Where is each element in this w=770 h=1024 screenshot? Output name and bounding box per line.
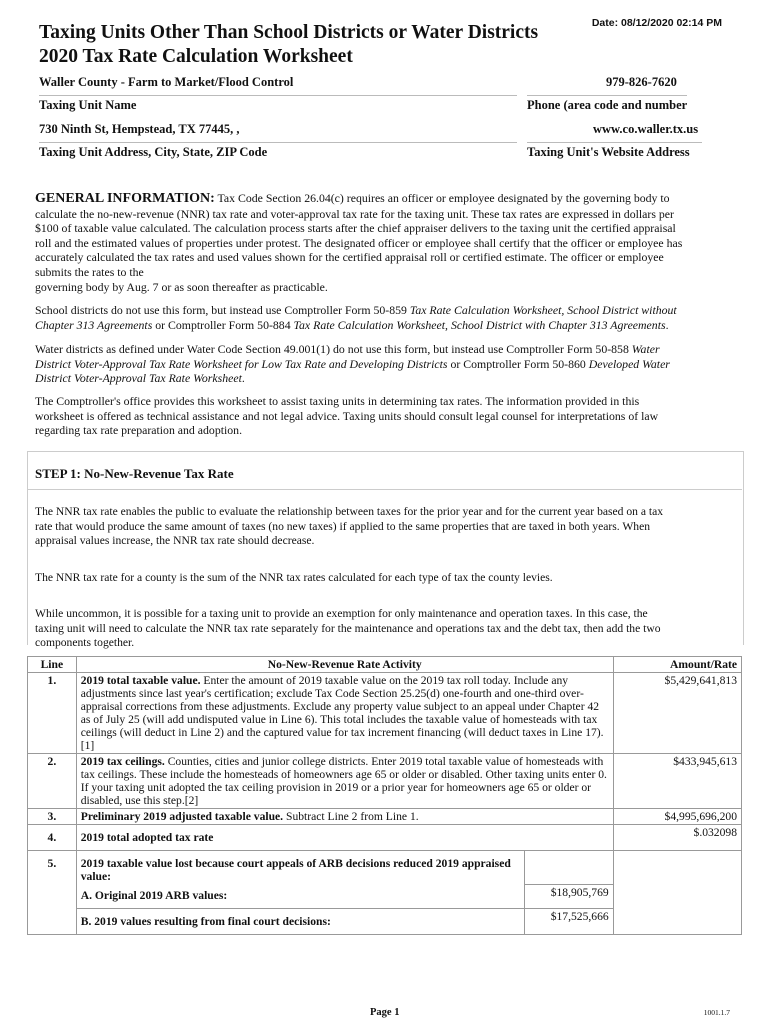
page-number: Page 1 xyxy=(370,1007,400,1018)
date-stamp: Date: 08/12/2020 02:14 PM xyxy=(591,17,722,29)
amount-cell[interactable]: $.032098 xyxy=(613,825,741,851)
title-line-1: Taxing Units Other Than School Districts or Water Districts xyxy=(39,22,539,43)
page-title xyxy=(39,21,538,69)
step1-paragraph-1: The NNR tax rate enables the public to evaluate the relationship between taxes for the prior year and for the current year based on a tax rate that would produce the same amount of taxes (no new taxes) if applied to the same properties that are taxed in both years. When appraisal values increase, the NNR tax rate should decrease. xyxy=(35,505,664,548)
amount-cell[interactable]: $433,945,613 xyxy=(613,754,741,809)
table-row: 1. 2019 total taxable value. Enter the amount of 2019 taxable value on the 2019 tax roll today. Include any adjustments since last year's certification; exclude Tax Code Section 25.25(d) one-fourth and one-third over-appraisal corrections from these adjustments. Exclude any property value subject to an appeal under Chapter 42 as of July 25 (will add undisputed value in Line 6). This total includes the taxable value of homesteads with tax ceilings (will deduct in Line 2) and the captured value for tax increment financing (will deduct taxes in Line 17).[1] $5,429,641,813 xyxy=(28,673,742,754)
sub-a-value[interactable]: $18,905,769 xyxy=(524,884,613,908)
table-header-row xyxy=(28,657,742,673)
table-row: 3. Preliminary 2019 adjusted taxable value. Subtract Line 2 from Line 1. $4,995,696,200 xyxy=(28,809,742,825)
col-header-amount: Amount/Rate xyxy=(613,657,741,673)
table-row: 5. 2019 taxable value lost because court appeals of ARB decisions reduced 2019 appraised value: xyxy=(28,851,742,885)
phone-rule xyxy=(527,95,687,96)
table-row: 2. 2019 tax ceilings. Counties, cities and junior college districts. Enter 2019 total taxable value of homesteads with tax ceilings. These include the homesteads of homeowners age 65 or older or disabled. Other taxing units enter 0. If your taxing unit adopted the tax ceiling provision in 2019 or a prior year for homeowners age 65 or older or disabled, use this step.[2] $433,945,613 xyxy=(28,754,742,809)
col-header-line: Line xyxy=(28,657,77,673)
amount-cell[interactable]: $4,995,696,200 xyxy=(613,809,741,825)
general-info-heading: GENERAL INFORMATION: xyxy=(35,191,215,206)
table-row: 4. 2019 total adopted tax rate $.032098 xyxy=(28,825,742,851)
address-label: Taxing Unit Address, City, State, ZIP Code xyxy=(39,145,268,159)
title-line-2: 2020 Tax Rate Calculation Worksheet xyxy=(39,46,353,67)
address-rule xyxy=(39,142,517,143)
phone-label: Phone (area code and number xyxy=(527,98,687,112)
name-rule xyxy=(39,95,517,96)
general-information: GENERAL INFORMATION: Tax Code Section 26.04(c) requires an officer or employee designated by the governing body to calculate the no-new-revenue (NNR) tax rate and voter-approval tax rate for the taxing unit. These tax rates are expressed in dollars per $100 of taxable value calculated. The calculation process starts after the chief appraiser delivers to the taxing unit the certified appraisal roll and the estimated values of properties under protest. The designated officer or employee shall certify that the officer or employee has accurately calculated the tax rates and used values shown for the certified appraisal roll or certified estimate. The officer or employee submits the rates to the governing body by Aug. 7 or as soon thereafter as practicable. xyxy=(35,191,683,294)
address-value: 730 Ninth St, Hempstead, TX 77445, , xyxy=(39,122,240,136)
step1-paragraph-2: The NNR tax rate for a county is the sum of the NNR tax rates calculated for each type of tax the county levies. xyxy=(35,571,553,584)
website-value: www.co.waller.tx.us xyxy=(593,122,699,136)
sub-a-label: A. Original 2019 ARB values: xyxy=(80,889,228,903)
phone-value: 979-826-7620 xyxy=(606,75,677,89)
step1-title: STEP 1: No-New-Revenue Tax Rate xyxy=(35,466,234,481)
water-districts-note: Water districts as defined under Water Code Section 49.001(1) do not use this form, but instead use Comptroller Form 50-858 Water District Voter-Approval Tax Rate Worksheet for Low Tax Rate and Developing Districts or Comptroller Form 50-860 Developed Water District Voter-Approval Tax Rate Worksheet. xyxy=(35,342,670,386)
taxing-unit-name-value: Waller County - Farm to Market/Flood Control xyxy=(39,75,294,89)
amount-cell[interactable]: $5,429,641,813 xyxy=(613,673,741,754)
nnr-worksheet-table xyxy=(27,656,742,935)
school-districts-note: School districts do not use this form, but instead use Comptroller Form 50-859 Tax Rate Calculation Worksheet, School District without Chapter 313 Agreements or Comptroller Form 50-884 Tax Rate Calculation Worksheet, School District with Chapter 313 Agreements. xyxy=(35,303,677,332)
col-header-activity: No-New-Revenue Rate Activity xyxy=(76,657,613,673)
sub-b-value[interactable]: $17,525,666 xyxy=(524,908,613,934)
website-label: Taxing Unit's Website Address xyxy=(527,145,690,159)
step1-rule xyxy=(27,489,742,490)
website-rule xyxy=(527,142,702,143)
step1-paragraph-3: While uncommon, it is possible for a taxing unit to provide an exemption for only maintenance and operation taxes. In this case, the taxing unit will need to calculate the NNR tax rate separately for the maintenance and operations tax and the debt tax, then add the two components together. xyxy=(35,607,661,650)
taxing-unit-name-label: Taxing Unit Name xyxy=(39,98,137,112)
comptroller-note: The Comptroller's office provides this worksheet to assist taxing units in determining tax rates. The information provided in this worksheet is offered as technical assistance and not legal advice. Taxing units should consult legal counsel for interpretations of law regarding tax rate preparation and adoption. xyxy=(35,394,659,438)
sub-b-label: B. 2019 values resulting from final court decisions: xyxy=(80,914,331,928)
form-code: 1001.1.7 xyxy=(703,1008,730,1017)
